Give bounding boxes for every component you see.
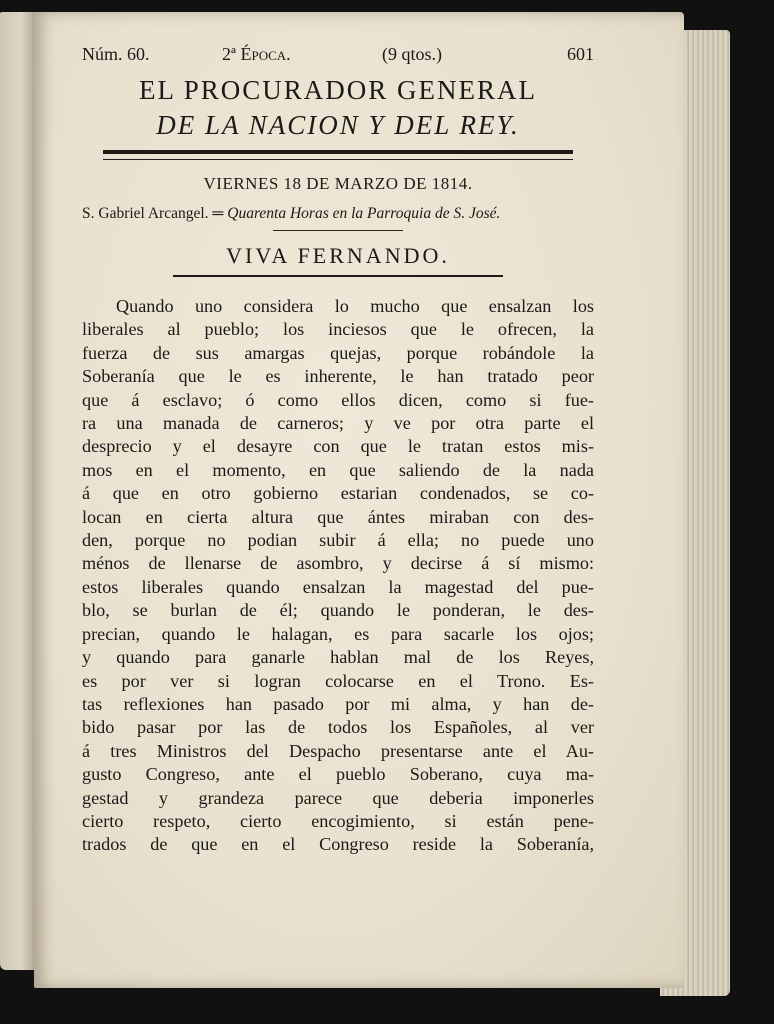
body-line: cierto respeto, cierto encogimiento, si están pene- (82, 810, 594, 831)
body-line: ra una manada de carneros; y ve por otra parte el (82, 413, 594, 434)
body-line: den, porque no podian subir á ella; no puede uno (82, 530, 594, 551)
body-line: á tres Ministros del Despacho presentarse ante el Au- (82, 740, 594, 761)
heading-rule (173, 275, 503, 277)
body-line: gestad y grandeza parece que deberia imponerles (82, 787, 594, 808)
saints-italic: Quarenta Horas en la Parroquia de S. José. (227, 205, 501, 222)
issue-number: Núm. 60. (82, 44, 150, 64)
dateline: VIERNES 18 DE MARZO DE 1814. (203, 174, 473, 193)
page-content (82, 40, 594, 857)
body-line: desprecio y el desayre con que le tratan estos mis- (82, 436, 594, 457)
saints-roman: S. Gabriel Arcangel. ═ (82, 205, 228, 222)
body-line: gusto Congreso, ante el pueblo Soberano, cuya ma- (82, 764, 594, 785)
newspaper-page (34, 12, 684, 988)
body-line: mos en el momento, en que saliendo de la nada (82, 459, 594, 480)
article-heading: VIVA FERNANDO. (226, 243, 450, 268)
body-line: á que en otro gobierno estarian condenados, se co- (82, 483, 594, 504)
body-line: liberales al pueblo; los inciesos que le ofrecen, la (82, 319, 594, 340)
article-body (82, 295, 594, 857)
body-line: blo, se burlan de él; quando le ponderan, le des- (82, 600, 594, 621)
body-line: precian, quando le halagan, es para sacarle los ojos; (82, 623, 594, 644)
body-line: es por ver si logran colocarse en el Trono. Es- (82, 670, 594, 691)
body-line: Quando uno considera lo mucho que ensalzan los (116, 296, 594, 316)
masthead-title: EL PROCURADOR GENERAL (138, 75, 537, 105)
body-line: bido pasar por las de todos los Españoles, al ver (82, 717, 594, 738)
quantity-label: (9 qtos.) (382, 44, 442, 64)
running-header (82, 40, 594, 74)
saints-notice (82, 204, 594, 224)
left-page-edge (0, 12, 38, 970)
body-line: tas reflexiones han pasado por mi alma, y han de- (82, 693, 594, 714)
body-line: ménos de llenarse de asombro, y decirse á sí mismo: (82, 553, 594, 574)
body-line: y quando para ganarle hablan mal de los Reyes, (82, 647, 594, 668)
masthead-rule (103, 150, 573, 160)
epoch-label: 2ª Época. (222, 44, 291, 64)
body-line: Soberanía que le es inherente, le han tratado peor (82, 366, 594, 387)
body-line: trados de que en el Congreso reside la Soberanía, (82, 834, 594, 855)
divider-rule (273, 230, 403, 231)
body-line: locan en cierta altura que ántes miraban con des- (82, 506, 594, 527)
page-number: 601 (567, 44, 594, 64)
body-line: estos liberales quando ensalzan la magestad del pue- (82, 576, 594, 597)
masthead-subtitle: DE LA NACION Y DEL REY. (156, 110, 520, 140)
body-line: fuerza de sus amargas quejas, porque robándole la (82, 342, 594, 363)
body-line: que á esclavo; ó como ellos dicen, como si fue- (82, 389, 594, 410)
